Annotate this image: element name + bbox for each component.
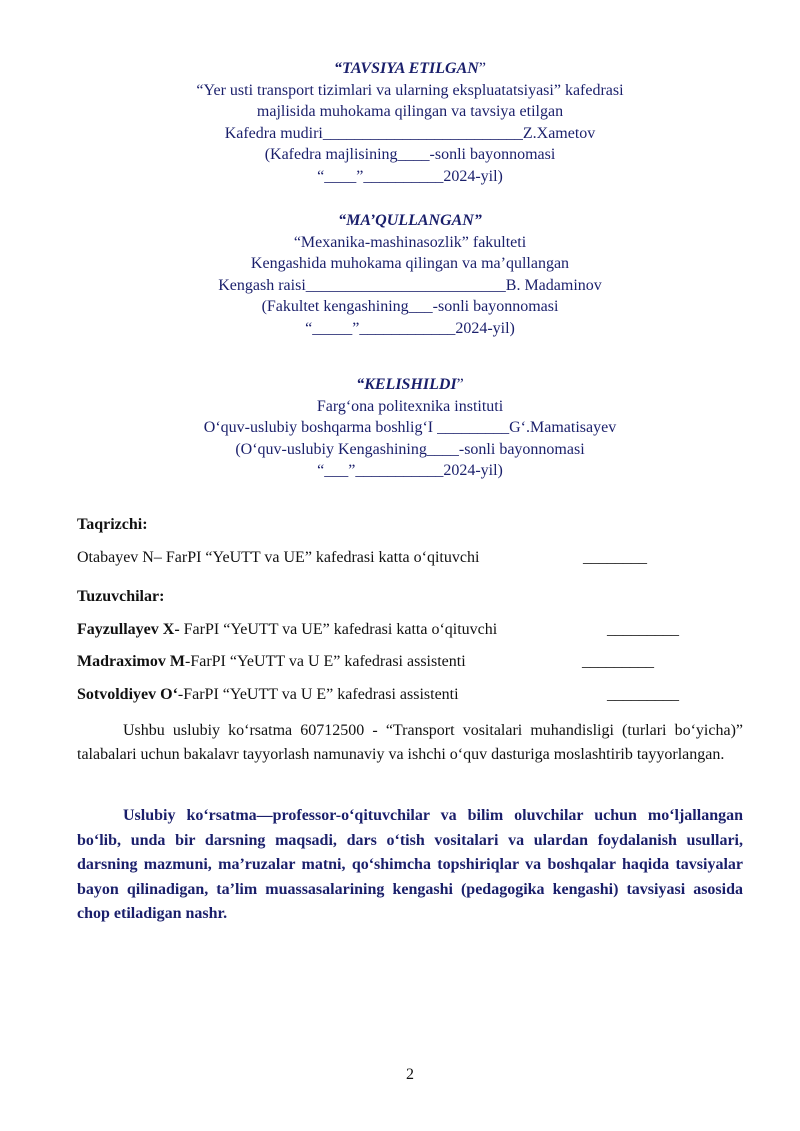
author-signature: _________ [582, 653, 654, 670]
recommended-heading: “TAVSIYA ETILGAN” [334, 60, 486, 77]
author-desc: -FarPI “YeUTT va U E” kafedrasi assistenti [184, 653, 466, 670]
intro-paragraph: Ushbu uslubiy ko‘rsatma 60712500 - “Transport vositalari muhandisligi (turlari bo‘yicha)” talabalari uchun bakalavr tayyorlash namunaviy va ishchi o‘quv dasturiga moslashtirib tayyorlangan. [77, 722, 743, 763]
reviewer-signature: ________ [583, 549, 647, 566]
approved-line2: Kengashida muhokama qilingan va ma’qullangan [250, 255, 570, 272]
agreed-protocol: (O‘quv-uslubiy Kengashining____-sonli bayonnomasi [235, 440, 585, 458]
agreed-signer: O‘quv-uslubiy boshqarma boshlig‘I _________G‘.Mamatisayev [203, 419, 617, 436]
author-name: Fayzullayev X- [77, 621, 180, 638]
author-row [77, 621, 497, 639]
recommended-protocol: (Kafedra majlisining____-sonli bayonnomasi [264, 146, 556, 163]
agreed-line1: Farg‘ona politexnika instituti [316, 397, 504, 415]
reviewer-label: Taqrizchi: [77, 516, 148, 533]
agreed-heading: “KELISHILDI” [356, 376, 464, 393]
recommended-date: “____”__________2024-yil) [317, 167, 503, 185]
author-row [77, 686, 459, 704]
agreed-block [0, 374, 800, 482]
author-signature: _________ [607, 686, 679, 703]
page-number: 2 [406, 1066, 414, 1083]
reviewer-text: Otabayev N– FarPI “YeUTT va UE” kafedrasi katta o‘qituvchi [77, 549, 480, 566]
approved-date: “_____”____________2024-yil) [305, 319, 515, 337]
author-name: Madraximov M [77, 653, 185, 670]
recommended-signer: Kafedra mudiri_________________________Z.Xametov [224, 124, 596, 142]
approved-heading: “MA’QULLANGAN” [338, 212, 482, 229]
author-desc: FarPI “YeUTT va UE” kafedrasi katta o‘qituvchi [179, 621, 498, 638]
approved-protocol: (Fakultet kengashining___-sonli bayonnomasi [261, 298, 559, 315]
recommended-line2: majlisida muhokama qilingan va tavsiya etilgan [256, 103, 564, 120]
author-name: Sotvoldiyev O‘ [77, 686, 178, 703]
approved-signer: Kengash raisi_________________________B. Madaminov [218, 276, 602, 294]
author-desc: -FarPI “YeUTT va U E” kafedrasi assistenti [177, 686, 459, 703]
agreed-date: “___”___________2024-yil) [317, 462, 503, 479]
author-row [77, 653, 466, 671]
recommended-line1: “Yer usti transport tizimlari va ularning ekspluatatsiyasi” kafedrasi [196, 81, 624, 99]
author-signature: _________ [607, 621, 679, 638]
definition-paragraph: Uslubiy ko‘rsatma—professor-o‘qituvchilar va bilim oluvchilar uchun mo‘ljallangan bo‘lib, unda bir darsning maqsadi, dars o‘tish vositalari va ulardan foydalanish usullari, darsning mazmuni, ma’ruzalar matni, qo‘shimcha topshiriqlar va boshqalar haqida tavsiyalar bayon qilinadigan, ta’lim muassasalarining kengashi (pedagogika kengashi) tavsiyasi asosida chop etiladigan nashr. [77, 807, 743, 922]
approved-block [0, 210, 800, 339]
authors-label: Tuzuvchilar: [77, 588, 165, 605]
recommended-block [0, 58, 800, 187]
approved-line1: “Mexanika-mashinasozlik” fakulteti [293, 233, 527, 251]
